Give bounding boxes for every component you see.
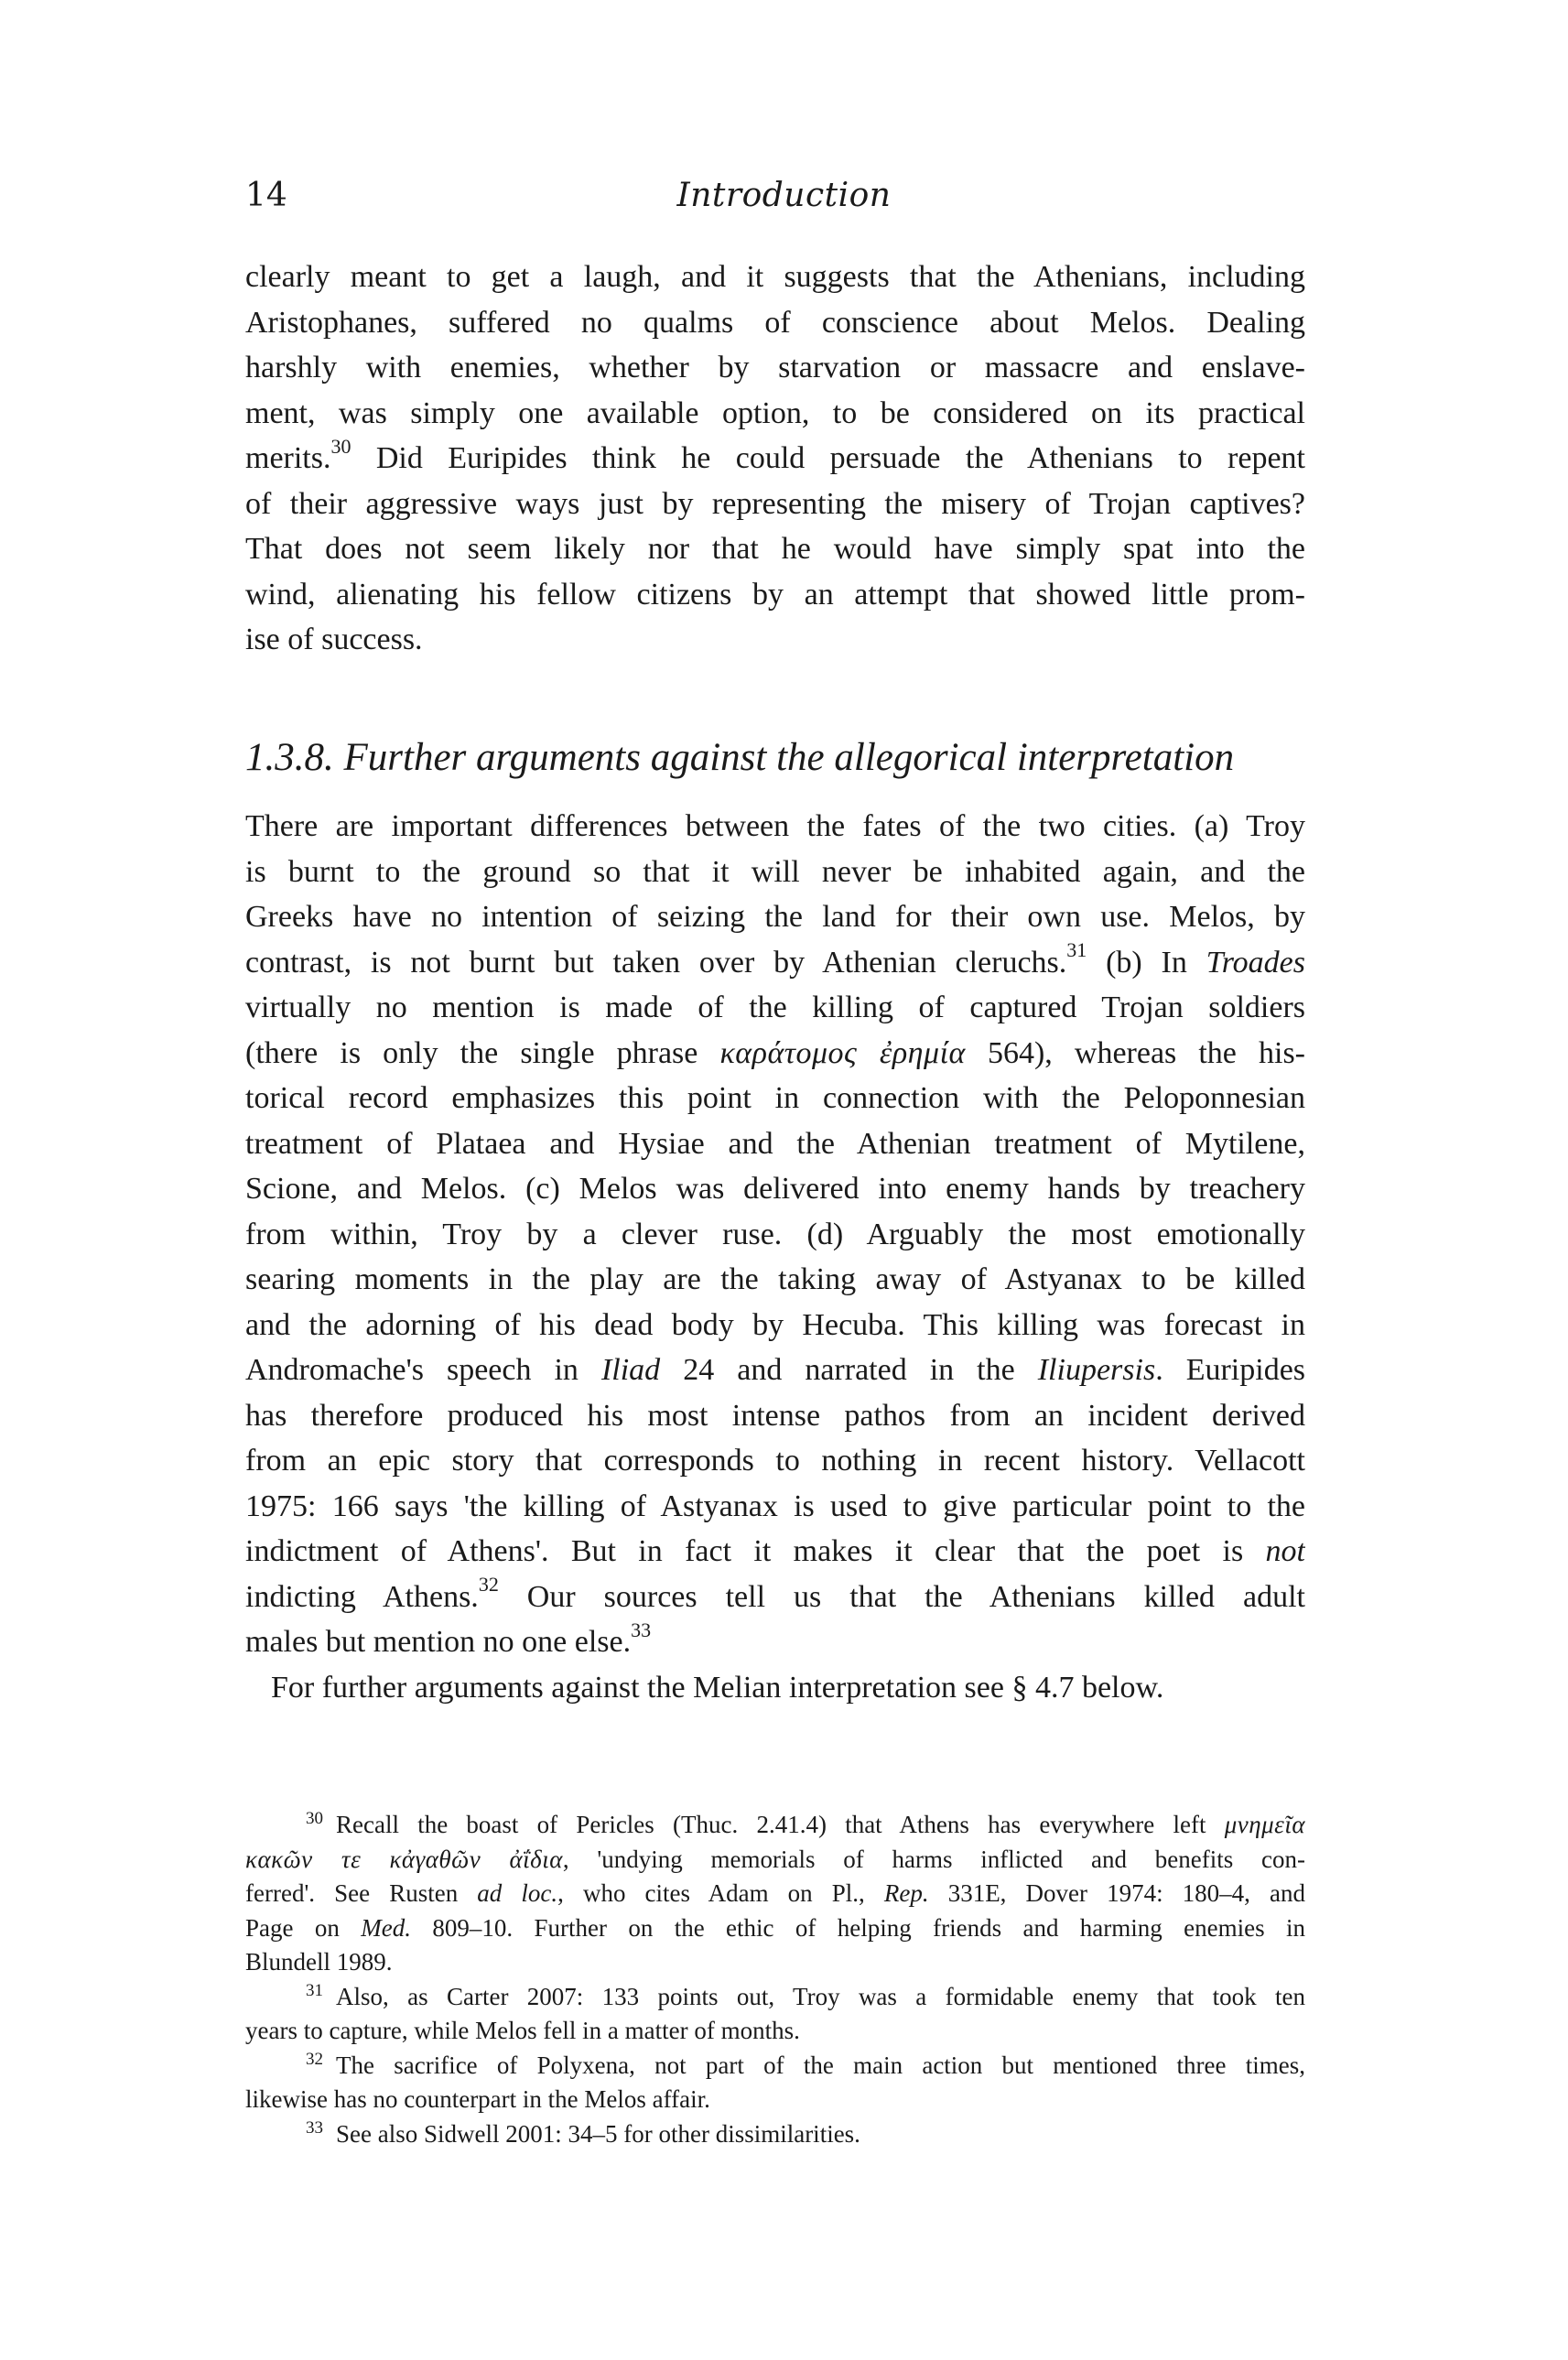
- section-heading: 1.3.8. Further arguments against the allegorical interpretation: [245, 736, 1235, 779]
- text-segment: ferred'. See Rusten: [245, 1879, 478, 1907]
- text-segment: (there is only the single phrase: [245, 1035, 720, 1070]
- text-segment: indictment of Athens'. But in fact it makes it clear that the poet is: [245, 1534, 1266, 1568]
- text-segment: (b) In: [1087, 945, 1206, 980]
- text-segment: Also, as Carter 2007: 133 points out, Troy was a formidable enemy that took ten: [336, 1982, 1305, 2010]
- footnotes: [245, 1808, 1305, 2151]
- text-line: 1975: 166 says 'the killing of Astyanax is used to give particular point to the: [245, 1489, 1305, 1523]
- text-italic: Rep.: [883, 1879, 929, 1907]
- text-line: of their aggressive ways just by representing the misery of Trojan captives?: [245, 486, 1305, 521]
- footnote-31: [245, 1980, 1305, 2015]
- footnote-number: 30: [306, 1809, 323, 1828]
- page-header: [0, 170, 1568, 225]
- text-segment: See also Sidwell 2001: 34–5 for other dissimilarities.: [336, 2119, 860, 2148]
- footnote-line: likewise has no counterpart in the Melos affair.: [245, 2085, 710, 2113]
- text-segment: 331E, Dover 1974: 180–4, and: [928, 1879, 1305, 1907]
- paragraph-3: For further arguments against the Melian interpretation see § 4.7 below.: [271, 1670, 1164, 1705]
- footnote-line: [245, 1877, 1305, 1911]
- footnote-ref-31[interactable]: 31: [1066, 939, 1087, 962]
- text-segment: Did Euripides think he could persuade the Athenians to repent: [351, 441, 1305, 475]
- text-line: wind, alienating his fellow citizens by an attempt that showed little prom-: [245, 577, 1305, 612]
- paragraph-1: [245, 254, 1305, 663]
- text-segment: merits.: [245, 441, 331, 475]
- text-segment: indicting Athens.: [245, 1579, 479, 1614]
- text-italic: ad loc.: [477, 1879, 558, 1907]
- text-segment: Andromache's speech in: [245, 1353, 601, 1387]
- footnote-line: [245, 1911, 1305, 1946]
- running-head: Introduction: [676, 177, 892, 214]
- text-segment: Recall the boast of Pericles (Thuc. 2.41.4) that Athens has everywhere left: [336, 1811, 1225, 1838]
- text-line: Scione, and Melos. (c) Melos was delivered into enemy hands by treachery: [245, 1172, 1305, 1206]
- footnote-number: 33: [306, 2117, 323, 2138]
- text-line: treatment of Plataea and Hysiae and the Athenian treatment of Mytilene,: [245, 1126, 1305, 1161]
- text-segment: Our sources tell us that the Athenians killed adult: [498, 1579, 1305, 1614]
- footnote-line: [245, 1843, 1305, 1878]
- text-line: That does not seem likely nor that he would have simply spat into the: [245, 532, 1305, 566]
- title-iliupersis: Iliupersis: [1037, 1353, 1156, 1387]
- footnote-30: [245, 1808, 1305, 1843]
- text-line: clearly meant to get a laugh, and it suggests that the Athenians, including: [245, 260, 1305, 294]
- text-line: Greeks have no intention of seizing the land for their own use. Melos, by: [245, 900, 1305, 934]
- footnote-number: 32: [306, 2049, 323, 2069]
- text-segment: males but mention no one else.: [245, 1625, 632, 1659]
- text-segment: , who cites Adam on Pl.,: [557, 1879, 884, 1907]
- page-number: 14: [245, 177, 287, 214]
- greek-phrase: κακῶν τε κἀγαθῶν ἀΐδια: [245, 1845, 563, 1873]
- footnote-ref-30[interactable]: 30: [330, 436, 351, 458]
- greek-phrase: καράτομος ἐρημία: [719, 1035, 966, 1070]
- footnote-number: 31: [306, 1980, 323, 2000]
- footnote-ref-32[interactable]: 32: [478, 1574, 499, 1597]
- text-line: ise of success.: [245, 622, 423, 656]
- text-line: [245, 1619, 1305, 1665]
- footnote-33: [245, 2117, 1305, 2152]
- text-segment: contrast, is not burnt but taken over by Athenian cleruchs.: [245, 945, 1067, 980]
- text-segment: 564), whereas the his-: [965, 1035, 1305, 1070]
- text-segment: The sacrifice of Polyxena, not part of the main action but mentioned three times,: [336, 2051, 1305, 2079]
- text-line: Aristophanes, suffered no qualms of conscience about Melos. Dealing: [245, 305, 1305, 340]
- text-segment: . Euripides: [1155, 1353, 1305, 1387]
- text-line: has therefore produced his most intense pathos from an incident derived: [245, 1398, 1305, 1433]
- text-segment: Page on: [245, 1913, 362, 1942]
- text-line: is burnt to the ground so that it will never be inhabited again, and the: [245, 854, 1305, 889]
- text-line: from within, Troy by a clever ruse. (d) Arguably the most emotionally: [245, 1217, 1305, 1251]
- text-line: searing moments in the play are the taking away of Astyanax to be killed: [245, 1262, 1305, 1296]
- text-segment: , 'undying memorials of harms inflicted and benefits con-: [562, 1845, 1305, 1873]
- text-line: [245, 940, 1305, 986]
- text-line: [245, 1348, 1305, 1393]
- text-line: ment, was simply one available option, to be considered on its practical: [245, 395, 1305, 430]
- text-line: [245, 1031, 1305, 1077]
- text-line: [245, 1575, 1305, 1620]
- text-line: from an epic story that corresponds to nothing in recent history. Vellacott: [245, 1444, 1305, 1478]
- text-line: [245, 436, 1305, 482]
- text-line: and the adorning of his dead body by Hecuba. This killing was forecast in: [245, 1307, 1305, 1342]
- emphasis-not: not: [1265, 1534, 1305, 1568]
- paragraph-2: [245, 804, 1305, 1710]
- footnote-ref-33[interactable]: 33: [631, 1619, 652, 1641]
- title-troades: Troades: [1206, 945, 1305, 980]
- title-iliad: Iliad: [600, 1353, 661, 1387]
- text-italic: Med.: [361, 1913, 411, 1942]
- footnote-line: Blundell 1989.: [245, 1948, 393, 1976]
- text-segment: 809–10. Further on the ethic of helping friends and harming enemies in: [410, 1913, 1305, 1942]
- greek-phrase: μνημεῖα: [1224, 1811, 1305, 1838]
- text-segment: 24 and narrated in the: [660, 1353, 1038, 1387]
- footnote-32: [245, 2049, 1305, 2084]
- text-line: torical record emphasizes this point in connection with the Peloponnesian: [245, 1081, 1305, 1115]
- text-line: virtually no mention is made of the killing of captured Trojan soldiers: [245, 991, 1305, 1024]
- text-line: There are important differences between the fates of the two cities. (a) Troy: [245, 809, 1305, 843]
- footnote-line: years to capture, while Melos fell in a matter of months.: [245, 2017, 800, 2044]
- text-line: [245, 1529, 1305, 1575]
- text-line: harshly with enemies, whether by starvation or massacre and enslave-: [245, 351, 1305, 384]
